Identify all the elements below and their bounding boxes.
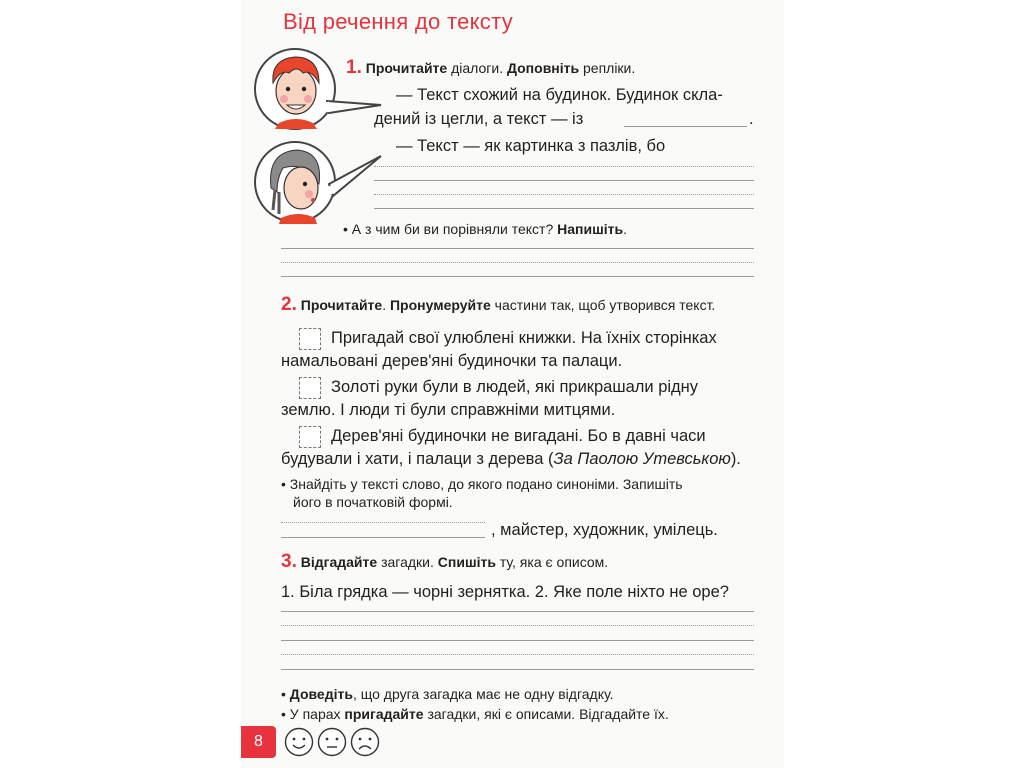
ex3-instr-bold2: Спишіть xyxy=(437,554,496,570)
writing-line[interactable] xyxy=(281,248,754,249)
ex1-line2: дений із цегли, а текст — із xyxy=(374,110,584,128)
ex2-instr-text2: частини так, щоб утворився текст. xyxy=(490,297,716,313)
ex2-p3-line1: Дерев'яні будиночки не вигадані. Бо в давні часи xyxy=(331,427,706,445)
ex1-line3: — Текст — як картинка з пазлів, бо xyxy=(396,137,666,155)
writing-line[interactable] xyxy=(281,625,754,626)
ex3-bullet1 xyxy=(281,686,613,702)
ex1-instr-text1: діалоги. xyxy=(447,60,507,76)
page-number: 8 xyxy=(241,726,276,758)
ex2-task-line2: його в початковій формі. xyxy=(293,494,453,510)
ex2-p2-line2: землю. І люди ті були справжніми митцями. xyxy=(281,401,616,419)
ex2-task-line1: • Знайдіть у тексті слово, до якого подано синоніми. Запишіть xyxy=(281,476,683,492)
ex1-question xyxy=(343,221,627,237)
ex2-answer-blank[interactable] xyxy=(281,537,485,538)
writing-line[interactable] xyxy=(281,276,754,277)
ex2-instr-bold1: Прочитайте xyxy=(300,297,383,313)
ex1-q-end: . xyxy=(623,221,628,237)
writing-line[interactable] xyxy=(281,640,754,641)
number-box-1[interactable] xyxy=(299,328,321,350)
writing-line[interactable] xyxy=(281,611,754,612)
workbook-page xyxy=(241,0,784,768)
ex3-instr-text1: загадки. xyxy=(377,554,438,570)
girl-face-icon xyxy=(253,138,383,228)
writing-line[interactable] xyxy=(281,262,754,263)
ex1-line1: — Текст схожий на будинок. Будинок скла- xyxy=(396,86,723,104)
ex2-p1-line2: намальовані дерев'яні будиночки та палаци. xyxy=(281,352,623,370)
smiley-happy-icon[interactable] xyxy=(284,727,314,757)
ex3-number: 3. xyxy=(281,551,297,572)
ex3-b2-text2: загадки, які є описами. Відгадайте їх. xyxy=(423,706,669,722)
ex1-answer-blank[interactable] xyxy=(624,126,747,127)
ex3-b2-text1: • У парах xyxy=(281,706,345,722)
ex2-p3-line2 xyxy=(281,450,741,469)
page-title: Від речення до тексту xyxy=(283,9,514,34)
ex1-instr-bold1: Прочитайте xyxy=(365,60,448,76)
ex3-b1-text: , що друга загадка має не одну відгадку. xyxy=(352,686,614,702)
writing-line[interactable] xyxy=(281,654,754,655)
ex3-instruction xyxy=(281,551,608,573)
smiley-neutral-icon[interactable] xyxy=(317,727,347,757)
writing-line[interactable] xyxy=(374,194,754,195)
ex3-bullet2 xyxy=(281,706,669,722)
ex1-line2-end: . xyxy=(749,110,754,128)
ex1-q-bold: Напишіть xyxy=(557,221,624,237)
writing-line[interactable] xyxy=(281,522,485,523)
ex1-instr-bold2: Доповніть xyxy=(506,60,580,76)
writing-line[interactable] xyxy=(374,208,754,209)
ex3-instr-bold1: Відгадайте xyxy=(300,554,378,570)
ex2-source-author: За Паолою Утевською xyxy=(553,450,731,468)
ex1-instruction xyxy=(346,57,635,79)
writing-line[interactable] xyxy=(281,669,754,670)
ex1-number: 1. xyxy=(346,57,362,78)
writing-line[interactable] xyxy=(374,166,754,167)
ex2-number: 2. xyxy=(281,294,297,315)
number-box-3[interactable] xyxy=(299,426,321,448)
bullet-dot: • xyxy=(281,686,290,702)
ex2-p3-text: будували і хати, і палаци з дерева ( xyxy=(281,450,554,468)
ex1-instr-text2: репліки. xyxy=(579,60,636,76)
ex2-p2-line1: Золоті руки були в людей, які прикрашали рідну xyxy=(331,378,699,396)
ex1-q-text: • А з чим би ви порівняли текст? xyxy=(343,221,558,237)
ex2-p3-end: ). xyxy=(730,450,741,468)
ex2-synonyms: , майстер, художник, умілець. xyxy=(491,521,718,539)
ex2-instr-text1: . xyxy=(382,297,390,313)
ex3-instr-text2: ту, яка є описом. xyxy=(495,554,609,570)
smiley-sad-icon[interactable] xyxy=(350,727,380,757)
writing-line[interactable] xyxy=(374,180,754,181)
ex3-b2-bold: пригадайте xyxy=(344,706,424,722)
ex2-instruction xyxy=(281,294,715,316)
number-box-2[interactable] xyxy=(299,377,321,399)
ex2-p1-line1: Пригадай свої улюблені книжки. На їхніх сторінках xyxy=(331,329,717,347)
ex3-b1-bold: Доведіть xyxy=(289,686,353,702)
ex2-instr-bold2: Пронумеруйте xyxy=(389,297,491,313)
ex3-riddles: 1. Біла грядка — чорні зернятка. 2. Яке поле ніхто не оре? xyxy=(281,583,729,601)
